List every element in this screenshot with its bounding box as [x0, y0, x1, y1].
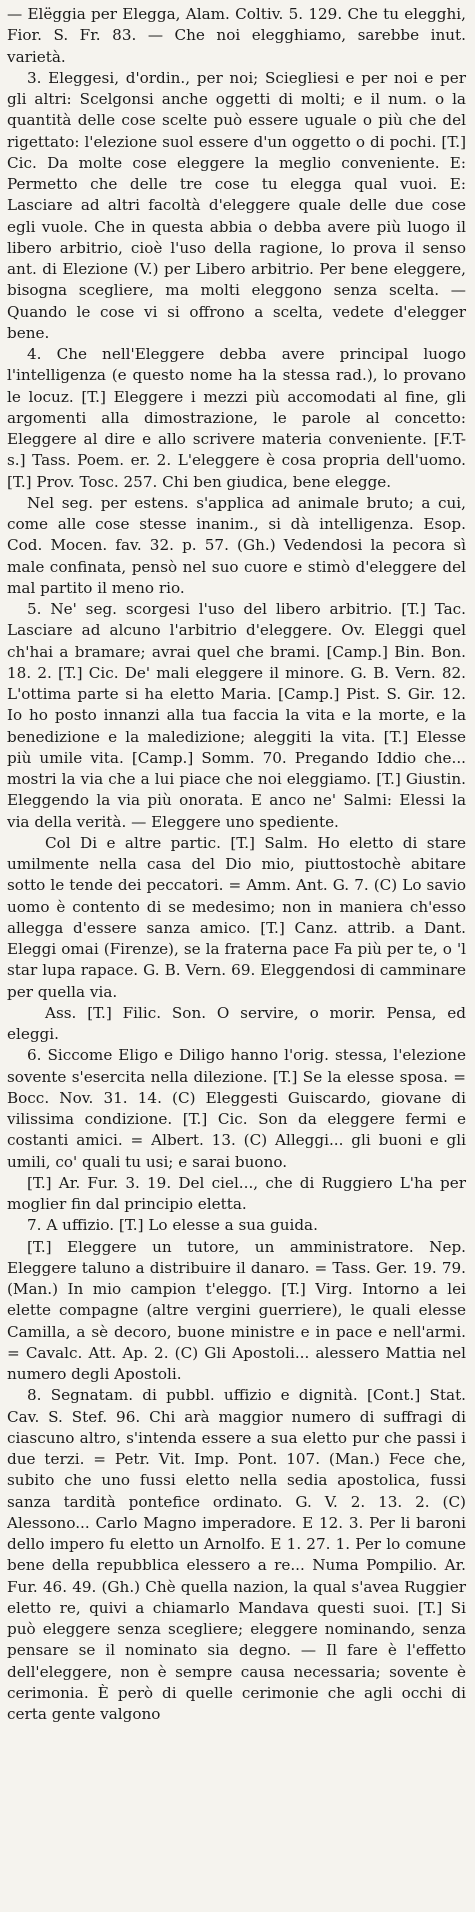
paragraph-sense-4-animal: Nel seg. per estens. s'applica ad animale bruto; a cui, come alle cose stesse inanim., si dà intelligenza. Esop. Cod. Mocen. fav. 32. p. 57. (Gh.) Vedendosi la pecora sì male confinata, pensò nel suo cuore e stimò d'eleggere del mal partito il meno rio. [7, 493, 466, 597]
paragraph-sense-4: 4. Che nell'Eleggere debba avere principal luogo l'intelligenza (e questo nome ha la stessa rad.), lo provano le locuz. [T.] Eleggere i mezzi più accomodati al fine, gli argomenti alla dimostrazione, le parole al concetto: Eleggere al dire e allo scrivere materia conveniente. [F.T-s.] Tass. Poem. er. 2. L'eleggere è cosa propria dell'uomo. [T.] Prov. Tosc. 257. Chi ben giudica, bene elegge. [7, 345, 466, 491]
paragraph-sense-7-examples: [T.] Eleggere un tutore, un amministratore. Nep. Eleggere taluno a distribuire il danaro. = Tass. Ger. 19. 79. (Man.) In mio campion t'eleggo. [T.] Virg. Intorno a lei elette compagne (altre vergini guerriere), le quali elesse Camilla, a sè decoro, buone ministre e in pace e nell'armi. = Cavalc. Att. Ap. 2. (C) Gli Apostoli... alessero Mattia nel numero degli Apostoli. [7, 1237, 466, 1383]
paragraph-sense-8: 8. Segnatam. di pubbl. uffizio e dignità. [Cont.] Stat. Cav. S. Stef. 96. Chi arà maggior numero di suffragi di ciascuno altro, s'intenda essere a sua eletto pur che passi i due terzi. = Petr. Vit. Imp. Pont. 107. (Man.) Fece che, subito che uno fussi eletto nella sedia apostolica, fussi sanza tardità pontefice ordinato. G. V. 2. 13. 2. (C) Alessono... Carlo Magno imperadore. E 12. 3. Per li baroni dello impero fu eletto un Arnolfo. E 1. 27. 1. Per lo comune bene della repubblica elessero a re... Numa Pompilio. Ar. Fur. 46. 49. (Gh.) Chè quella nazion, la qual s'avea Ruggier eletto re, quivi a chiamarlo Mandava questi suoi. [T.] Si può eleggere senza scegliere; eleggere nominando, senza pensare se il nominato sia degno. — Il fare è l'effetto dell'eleggere, non è sempre causa necessaria; sovente è cerimonia. È però di quelle cerimonie che agli occhi di certa gente valgono [7, 1386, 466, 1723]
paragraph-sense-7: 7. A uffizio. [T.] Lo elesse a sua guida. [27, 1216, 318, 1235]
paragraph-sense-5-col-di: Col Di e altre partic. [T.] Salm. Ho eletto di stare umilmente nella casa del Dio mio, piuttostochè abitare sotto le tende dei peccatori. = Amm. Ant. G. 7. (C) Lo savio uomo è contento di se medesimo; non in maniera ch'esso allegga d'essere sanza amico. [T.] Canz. attrib. a Dant. Eleggi omai (Firenze), se la fraterna pace Fa più per te, o 'l star lupa rapace. G. B. Vern. 69. Eleggendosi di camminare per quella via. [7, 833, 466, 1001]
paragraph-sense-3: 3. Eleggesi, d'ordin., per noi; Sciegliesi e per noi e per gli altri: Scelgonsi anche oggetti di molti; e il num. o la quantità delle cose scelte può essere uguale o più che del rigettato: l'elezione suol essere d'un oggetto o di pochi. [T.] Cic. Da molte cose eleggere la meglio conveniente. E: Permetto che delle tre cose tu elegga qual vuoi. E: Lasciare ad altri facoltà d'eleggere quale delle due cose egli vuole. Che in questa abbia o debba avere più luogo il libero arbitrio, cioè l'uso della ragione, lo prova il senso ant. di Elezione (V.) per Libero arbitrio. Per bene eleggere, bisogna scegliere, ma molti eleggono senza scelta. — Quando le cose vi si offrono a scelta, vedete d'elegger bene. [7, 68, 466, 342]
paragraph-sense-5-ass: Ass. [T.] Filic. Son. O servire, o morir. Pensa, ed eleggi. [7, 1003, 466, 1043]
paragraph-sense-5: 5. Ne' seg. scorgesi l'uso del libero arbitrio. [T.] Tac. Lasciare ad alcuno l'arbitrio d'eleggere. Ov. Eleggi quel ch'hai a bramare; avrai quel che brami. [Camp.] Bin. Bon. 18. 2. [T.] Cic. De' mali eleggere il minore. G. B. Vern. 82. L'ottima parte si ha eletto Maria. [Camp.] Pist. S. Gir. 12. Io ho posto innanzi alla tua faccia la vita e la morte, e la benedizione e la maledizione; aleggiti la vita. [T.] Elesse più umile vita. [Camp.] Somm. 70. Pregando Iddio che... mostri la via che a lui piace che noi eleggiamo. [T.] Giustin. Eleggendo la via più onorata. E anco ne' Salmi: Elessi la via della verità. — Eleggere uno spediente. [7, 600, 466, 831]
paragraph-eleggia-forms: — Elëggia per Elegga, Alam. Coltiv. 5. 129. Che tu elegghi, Fior. S. Fr. 83. — Che noi elegghiamo, sarebbe inut. varietà. [7, 5, 466, 66]
paragraph-sense-6-ariosto: [T.] Ar. Fur. 3. 19. Del ciel..., che di Ruggiero L'ha per moglier fin dal principio eletta. [7, 1173, 466, 1213]
paragraph-sense-6: 6. Siccome Eligo e Diligo hanno l'orig. stessa, l'elezione sovente s'esercita nella dilezione. [T.] Se la elesse sposa. = Bocc. Nov. 31. 14. (C) Eleggesti Guiscardo, giovane di vilissima condizione. [T.] Cic. Son da eleggere fermi e costanti amici. = Albert. 13. (C) Alleggi... gli buoni e gli umili, co' quali tu usi; e sarai buono. [7, 1046, 466, 1171]
